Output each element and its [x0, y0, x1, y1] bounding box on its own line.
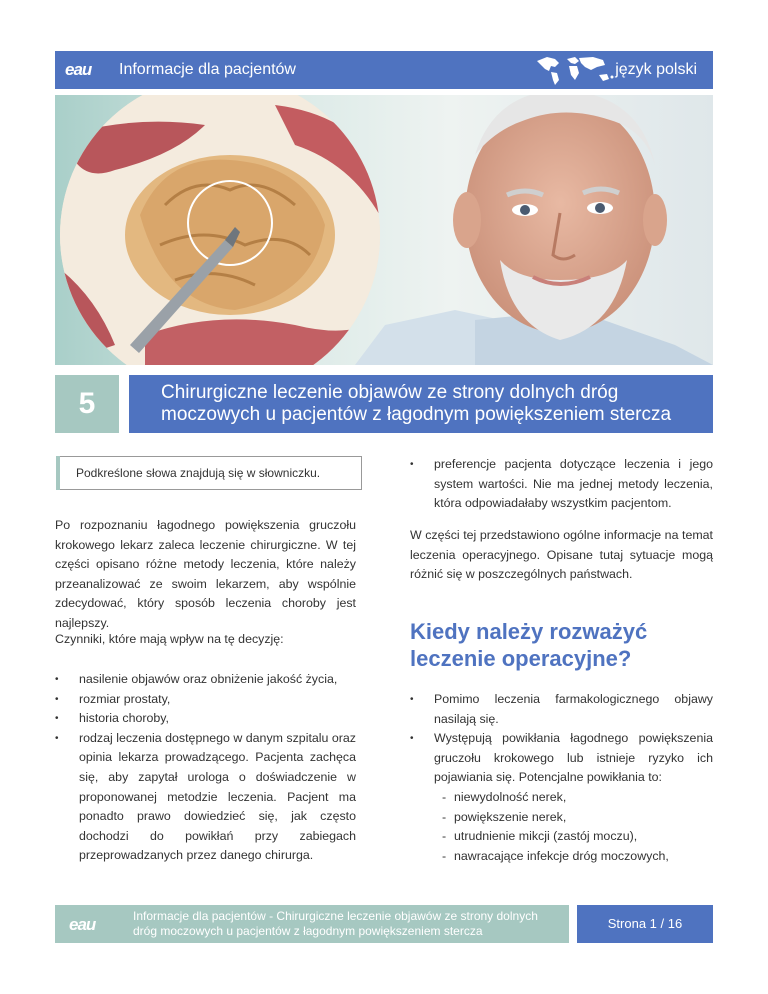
section-title-line2: moczowych u pacjentów z łagodnym powiększeniem stercza — [161, 404, 672, 425]
eau-logo: eau — [69, 915, 96, 934]
reasons-list — [410, 690, 713, 866]
list-item: • historia choroby, — [55, 709, 356, 729]
section-title-line1: Chirurgiczne leczenie objawów ze strony dolnych dróg — [161, 382, 619, 403]
hero-image — [55, 95, 713, 365]
intro-paragraph: Po rozpoznaniu łagodnego powiększenia gruczołu krokowego lekarz zaleca leczenie chirurgiczne. W tej części opisano różne metody leczenia, które należy przeanalizować ze swoim lekarzem, aby wspólnie zdecydować, który sposób leczenia choroby jest najlepszy. — [55, 518, 356, 630]
list-item: • Pomimo leczenia farmakologicznego objawy nasilają się. — [410, 690, 713, 729]
factors-intro: Czynniki, które mają wpływ na tę decyzję: — [55, 632, 284, 646]
glossary-note-text: Podkreślone słowa znajdują się w słowniczku. — [76, 466, 321, 480]
general-info-paragraph: W części tej przedstawiono ogólne informacje na temat leczenia operacyjnego. Opisane tutaj sytuacje mogą różnić się w poszczególnych państwach. — [410, 528, 713, 582]
list-item: • rodzaj leczenia dostępnego w danym szpitalu oraz opinia lekarza prowadzącego. Pacjenta zachęca się, aby zapytał urologa o doświadczenie w proponowanej metodzie leczenia. Pacjent ma ponadto prawo dowiedzieć się, jak często dochodzi do powikłań przy zabiegach przeprowadzanych przez danego chirurga. — [55, 729, 356, 866]
header-title: Informacje dla pacjentów — [119, 61, 296, 78]
list-item: - niewydolność nerek, — [440, 788, 713, 808]
language-label: język polski — [615, 61, 697, 78]
footer-text: Informacje dla pacjentów - Chirurgiczne leczenie objawów ze strony dolnych dróg moczowych u pacjentów z łagodnym powiększeniem stercza — [133, 909, 538, 938]
list-item: - utrudnienie mikcji (zastój moczu), — [440, 827, 713, 847]
preference-list — [410, 455, 713, 514]
complications-list — [440, 788, 713, 866]
factors-list — [55, 670, 356, 866]
glossary-note — [56, 456, 362, 490]
list-item: • rozmiar prostaty, — [55, 690, 356, 710]
list-item: • nasilenie objawów oraz obniżenie jakość życia, — [55, 670, 356, 690]
section-number: 5 — [55, 375, 119, 433]
page-number: Strona 1 / 16 — [577, 905, 713, 943]
list-item: - nawracające infekcje dróg moczowych, — [440, 847, 713, 867]
footer-bar — [55, 905, 569, 943]
header-bar — [55, 51, 713, 89]
world-map-icon — [533, 53, 617, 87]
glossary-accent — [56, 456, 60, 490]
complications-container — [410, 788, 713, 866]
eau-logo: eau — [65, 60, 92, 79]
list-item: - powiększenie nerek, — [440, 808, 713, 828]
section-heading: Kiedy należy rozważyć leczenie operacyjne? — [410, 619, 648, 671]
list-item: • Występują powikłania łagodnego powiększenia gruczołu krokowego lub istnieje ryzyko ich pojawiania się. Potencjalne powikłania to: — [410, 729, 713, 788]
list-item: • preferencje pacjenta dotyczące leczenia i jego system wartości. Nie ma jednej metody leczenia, która odpowiadałaby wszystkim pacjentom. — [410, 455, 713, 514]
section-title — [129, 375, 713, 433]
